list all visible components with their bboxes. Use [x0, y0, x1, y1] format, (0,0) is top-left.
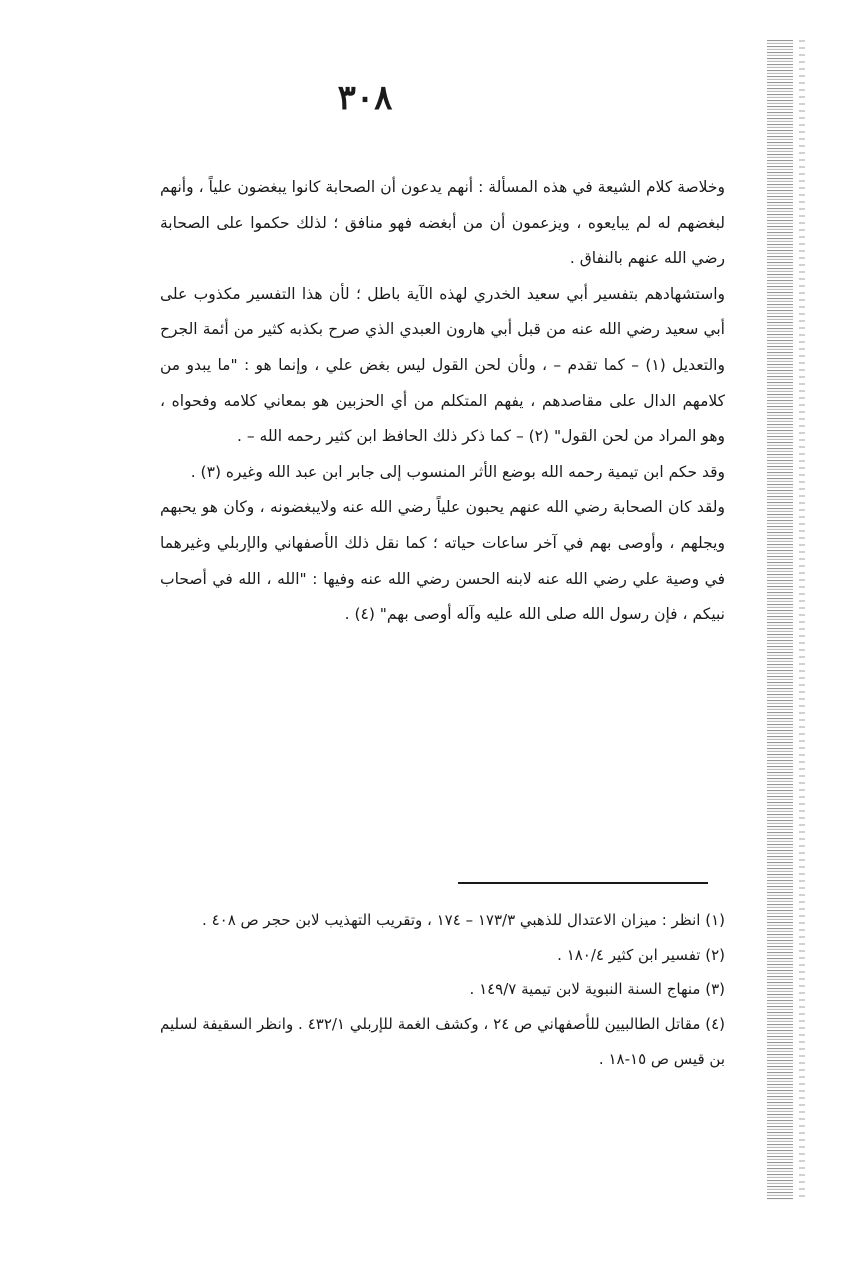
footnote-4: (٤) مقاتل الطالبيين للأصفهاني ص ٢٤ ، وكشف الغمة للإربلي ٤٣٢/١ . وانظر السقيفة لسليم بن قيس ص ١٥-١٨ . [160, 1015, 726, 1068]
footnote-3: (٣) منهاج السنة النبوية لابن تيمية ١٤٩/٧ . [469, 980, 725, 999]
footnote-2: (٢) تفسير ابن كثير ١٨٠/٤ . [557, 945, 725, 964]
scan-binding-edge [767, 40, 793, 1200]
footnotes [160, 903, 725, 1077]
paragraph-summary: وخلاصة كلام الشيعة في هذه المسألة : أنهم يدعون أن الصحابة كانوا يبغضون علياً ، وأنهم لبغضهم له لم يبايعوه ، ويزعمون أن من أبغضه فهو منافق ؛ لذلك حكموا على الصحابة رضي الله عنهم بالنفاق . [160, 178, 725, 268]
scan-binding-edge-inner [799, 40, 805, 1200]
footnote-separator [458, 882, 708, 884]
page-number: ٣٠٨ [337, 78, 393, 118]
footnote-1: (١) انظر : ميزان الاعتدال للذهبي ١٧٣/٣ – ١٧٤ ، وتقريب التهذيب لابن حجر ص ٤٠٨ . [202, 911, 725, 929]
paragraph-refutation: واستشهادهم بتفسير أبي سعيد الخدري لهذه الآية باطل ؛ لأن هذا التفسير مكذوب على أبي سعيد رضي الله عنه من قبل أبي هارون العبدي الذي صرح بكذبه كثير من أئمة الجرح والتعديل (١) – كما تقدم – ، ولأن لحن القول ليس بغض علي ، وإنما هو : "ما يبدو من كلامهم الدال على مقاصدهم ، يفهم المتكلم من أي الحزبين هو بمعاني كلامه وفحواه ، وهو المراد من لحن القول" (٢) – كما ذكر ذلك الحافظ ابن كثير رحمه الله – . [160, 284, 725, 446]
paragraph-companions: ولقد كان الصحابة رضي الله عنهم يحبون علياً رضي الله عنه ولايبغضونه ، وكان هو يحبهم ويجلهم ، وأوصى بهم في آخر ساعات حياته ؛ كما نقل ذلك الأصفهاني والإربلي وغيرهما في وصية علي رضي الله عنه لابنه الحسن رضي الله عنه وفيها : "الله ، الله في أصحاب نبيكم ، فإن رسول الله صلى الله عليه وآله أوصى بهم" (٤) . [160, 498, 725, 624]
paragraph-ibn-taymiyyah: وقد حكم ابن تيمية رحمه الله بوضع الأثر المنسوب إلى جابر ابن عبد الله وغيره (٣) . [190, 462, 725, 481]
main-text [160, 170, 725, 633]
